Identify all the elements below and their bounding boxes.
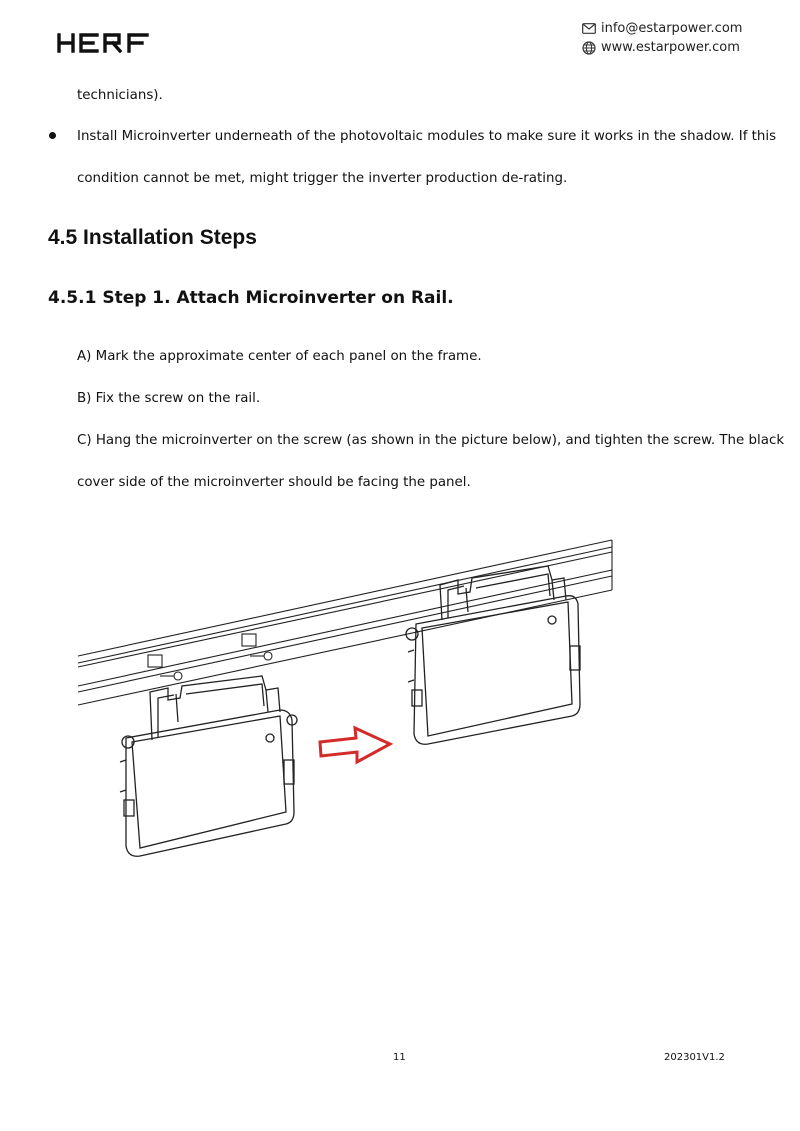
rail-drawing bbox=[78, 540, 612, 705]
continuation-text: technicians). bbox=[77, 88, 163, 103]
contact-email[interactable] bbox=[582, 21, 742, 36]
bullet-line-1: Install Microinverter underneath of the photovoltaic modules to make sure it works in the shadow. If this bbox=[77, 129, 777, 144]
contact-website[interactable] bbox=[582, 40, 740, 55]
section-title: 4.5 Installation Steps bbox=[48, 226, 257, 249]
document-version: 202301V1.2 bbox=[664, 1052, 725, 1063]
subsection-title: 4.5.1 Step 1. Attach Microinverter on Rail. bbox=[48, 288, 454, 308]
microinverter-left bbox=[120, 676, 297, 856]
step-a: A) Mark the approximate center of each panel on the frame. bbox=[77, 349, 482, 364]
step-c-line-1: C) Hang the microinverter on the screw (as shown in the picture below), and tighten the screw. The black bbox=[77, 433, 785, 448]
microinverter-right bbox=[406, 566, 580, 744]
page-number: 11 bbox=[393, 1052, 406, 1063]
email-text: info@estarpower.com bbox=[601, 21, 743, 36]
mail-icon bbox=[582, 23, 596, 34]
installation-figure bbox=[70, 530, 630, 870]
direction-arrow bbox=[320, 728, 390, 762]
herf-logo bbox=[57, 33, 155, 53]
website-text: www.estarpower.com bbox=[601, 40, 740, 55]
bullet-icon bbox=[49, 132, 56, 139]
step-b: B) Fix the screw on the rail. bbox=[77, 391, 261, 406]
bullet-line-2: condition cannot be met, might trigger the inverter production de-rating. bbox=[77, 171, 568, 186]
step-c-line-2: cover side of the microinverter should be facing the panel. bbox=[77, 475, 471, 490]
globe-icon bbox=[582, 41, 596, 55]
